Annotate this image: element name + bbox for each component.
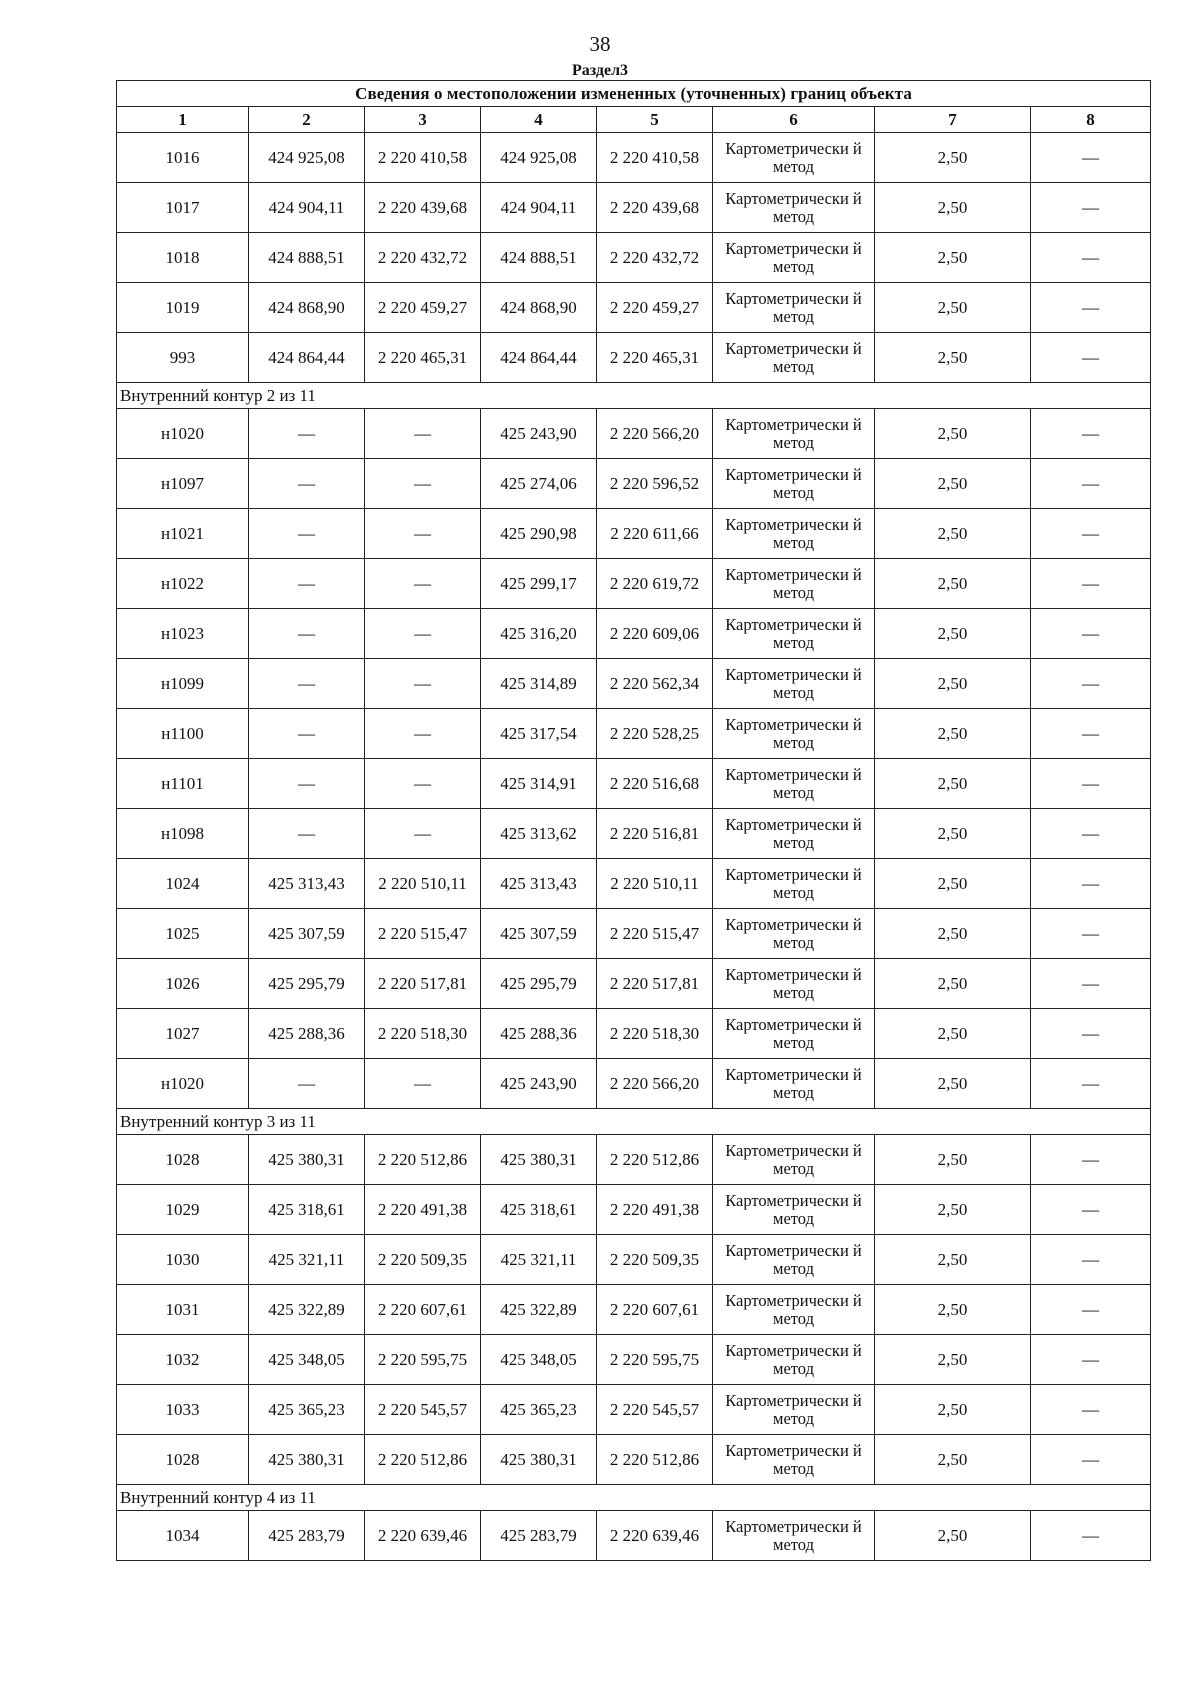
cell-y-existing: —	[365, 759, 481, 809]
cell-x-new: 424 925,08	[481, 133, 597, 183]
table-row	[117, 333, 1151, 383]
column-number-2: 2	[249, 107, 365, 133]
cell-point-id: 1019	[117, 283, 249, 333]
cell-x-existing: 425 318,61	[249, 1185, 365, 1235]
column-number-3: 3	[365, 107, 481, 133]
cell-y-new: 2 220 459,27	[597, 283, 713, 333]
cell-y-existing: 2 220 512,86	[365, 1435, 481, 1485]
cell-x-new: 425 322,89	[481, 1285, 597, 1335]
cell-x-existing: 424 888,51	[249, 233, 365, 283]
cell-x-new: 425 314,89	[481, 659, 597, 709]
cell-description: —	[1031, 509, 1151, 559]
cell-x-new: 424 864,44	[481, 333, 597, 383]
cell-method: Картометрически й метод	[713, 1235, 875, 1285]
cell-y-new: 2 220 516,81	[597, 809, 713, 859]
cell-point-id: 1029	[117, 1185, 249, 1235]
cell-method: Картометрически й метод	[713, 1335, 875, 1385]
cell-method: Картометрически й метод	[713, 1009, 875, 1059]
cell-x-existing: —	[249, 609, 365, 659]
cell-y-new: 2 220 516,68	[597, 759, 713, 809]
cell-method: Картометрически й метод	[713, 559, 875, 609]
cell-accuracy: 2,50	[875, 333, 1031, 383]
cell-point-id: 1031	[117, 1285, 249, 1335]
cell-y-new: 2 220 611,66	[597, 509, 713, 559]
cell-y-existing: 2 220 465,31	[365, 333, 481, 383]
cell-description: —	[1031, 1059, 1151, 1109]
cell-y-existing: —	[365, 559, 481, 609]
cell-method: Картометрически й метод	[713, 1511, 875, 1561]
cell-y-new: 2 220 512,86	[597, 1135, 713, 1185]
cell-x-existing: 425 307,59	[249, 909, 365, 959]
cell-point-id: н1100	[117, 709, 249, 759]
cell-point-id: 1030	[117, 1235, 249, 1285]
cell-x-existing: —	[249, 409, 365, 459]
cell-point-id: н1020	[117, 409, 249, 459]
cell-x-new: 425 243,90	[481, 1059, 597, 1109]
cell-y-existing: —	[365, 809, 481, 859]
cell-x-new: 424 904,11	[481, 183, 597, 233]
cell-method: Картометрически й метод	[713, 859, 875, 909]
cell-accuracy: 2,50	[875, 133, 1031, 183]
cell-point-id: н1099	[117, 659, 249, 709]
cell-x-existing: 425 313,43	[249, 859, 365, 909]
table-row	[117, 1009, 1151, 1059]
cell-accuracy: 2,50	[875, 183, 1031, 233]
table-row	[117, 1235, 1151, 1285]
cell-x-existing: —	[249, 509, 365, 559]
cell-accuracy: 2,50	[875, 1385, 1031, 1435]
cell-description: —	[1031, 1185, 1151, 1235]
table-row	[117, 759, 1151, 809]
cell-y-new: 2 220 528,25	[597, 709, 713, 759]
cell-x-new: 425 307,59	[481, 909, 597, 959]
cell-y-new: 2 220 439,68	[597, 183, 713, 233]
table-row	[117, 659, 1151, 709]
table-row	[117, 1335, 1151, 1385]
cell-x-new: 425 313,43	[481, 859, 597, 909]
cell-x-new: 425 321,11	[481, 1235, 597, 1285]
cell-y-existing: —	[365, 709, 481, 759]
cell-y-new: 2 220 512,86	[597, 1435, 713, 1485]
cell-point-id: 1026	[117, 959, 249, 1009]
table-row	[117, 859, 1151, 909]
cell-description: —	[1031, 709, 1151, 759]
cell-accuracy: 2,50	[875, 1435, 1031, 1485]
cell-accuracy: 2,50	[875, 1285, 1031, 1335]
cell-method: Картометрически й метод	[713, 1435, 875, 1485]
cell-y-existing: 2 220 512,86	[365, 1135, 481, 1185]
cell-x-existing: 425 322,89	[249, 1285, 365, 1335]
column-number-8: 8	[1031, 107, 1151, 133]
cell-x-existing: 425 348,05	[249, 1335, 365, 1385]
column-number-row	[117, 107, 1151, 133]
cell-x-new: 424 868,90	[481, 283, 597, 333]
cell-y-new: 2 220 639,46	[597, 1511, 713, 1561]
cell-point-id: 1032	[117, 1335, 249, 1385]
table-row	[117, 1285, 1151, 1335]
table-caption: Сведения о местоположении измененных (уточненных) границ объекта	[117, 81, 1151, 107]
cell-method: Картометрически й метод	[713, 659, 875, 709]
table-row	[117, 1435, 1151, 1485]
table-row	[117, 1059, 1151, 1109]
cell-y-new: 2 220 596,52	[597, 459, 713, 509]
table-row	[117, 459, 1151, 509]
cell-x-existing: —	[249, 459, 365, 509]
column-number-7: 7	[875, 107, 1031, 133]
table-row	[117, 1135, 1151, 1185]
cell-y-existing: 2 220 491,38	[365, 1185, 481, 1235]
cell-y-new: 2 220 432,72	[597, 233, 713, 283]
cell-point-id: 1034	[117, 1511, 249, 1561]
cell-point-id: 1018	[117, 233, 249, 283]
cell-accuracy: 2,50	[875, 509, 1031, 559]
cell-x-existing: 425 380,31	[249, 1135, 365, 1185]
cell-y-new: 2 220 545,57	[597, 1385, 713, 1435]
cell-x-new: 425 283,79	[481, 1511, 597, 1561]
cell-accuracy: 2,50	[875, 959, 1031, 1009]
cell-point-id: 1027	[117, 1009, 249, 1059]
cell-method: Картометрически й метод	[713, 459, 875, 509]
cell-x-new: 424 888,51	[481, 233, 597, 283]
cell-description: —	[1031, 1435, 1151, 1485]
cell-x-new: 425 365,23	[481, 1385, 597, 1435]
cell-accuracy: 2,50	[875, 283, 1031, 333]
cell-y-existing: 2 220 410,58	[365, 133, 481, 183]
cell-x-existing: 424 868,90	[249, 283, 365, 333]
table-row	[117, 133, 1151, 183]
cell-description: —	[1031, 659, 1151, 709]
cell-accuracy: 2,50	[875, 233, 1031, 283]
cell-accuracy: 2,50	[875, 709, 1031, 759]
cell-x-new: 425 318,61	[481, 1185, 597, 1235]
cell-x-new: 425 316,20	[481, 609, 597, 659]
column-number-1: 1	[117, 107, 249, 133]
cell-y-new: 2 220 607,61	[597, 1285, 713, 1335]
cell-accuracy: 2,50	[875, 1135, 1031, 1185]
cell-y-existing: 2 220 515,47	[365, 909, 481, 959]
table-row	[117, 709, 1151, 759]
cell-accuracy: 2,50	[875, 809, 1031, 859]
cell-method: Картометрически й метод	[713, 509, 875, 559]
cell-x-new: 425 295,79	[481, 959, 597, 1009]
cell-y-existing: —	[365, 609, 481, 659]
cell-description: —	[1031, 1511, 1151, 1561]
cell-description: —	[1031, 1385, 1151, 1435]
cell-method: Картометрически й метод	[713, 1385, 875, 1435]
cell-point-id: н1023	[117, 609, 249, 659]
cell-x-new: 425 288,36	[481, 1009, 597, 1059]
cell-accuracy: 2,50	[875, 1185, 1031, 1235]
cell-x-new: 425 380,31	[481, 1135, 597, 1185]
cell-y-new: 2 220 566,20	[597, 1059, 713, 1109]
cell-accuracy: 2,50	[875, 1511, 1031, 1561]
cell-method: Картометрически й метод	[713, 1185, 875, 1235]
cell-description: —	[1031, 1335, 1151, 1385]
cell-description: —	[1031, 409, 1151, 459]
cell-accuracy: 2,50	[875, 609, 1031, 659]
cell-y-new: 2 220 566,20	[597, 409, 713, 459]
cell-x-existing: —	[249, 709, 365, 759]
cell-y-existing: 2 220 459,27	[365, 283, 481, 333]
cell-method: Картометрически й метод	[713, 409, 875, 459]
cell-description: —	[1031, 809, 1151, 859]
cell-method: Картометрически й метод	[713, 233, 875, 283]
cell-point-id: 993	[117, 333, 249, 383]
cell-x-new: 425 290,98	[481, 509, 597, 559]
cell-point-id: 1016	[117, 133, 249, 183]
cell-y-existing: 2 220 510,11	[365, 859, 481, 909]
cell-x-existing: 425 380,31	[249, 1435, 365, 1485]
cell-y-existing: 2 220 607,61	[365, 1285, 481, 1335]
cell-x-existing: 424 904,11	[249, 183, 365, 233]
section-title: Раздел3	[571, 62, 629, 79]
contour-label: Внутренний контур 3 из 11	[117, 1109, 1151, 1135]
table-row	[117, 1185, 1151, 1235]
table-row	[117, 809, 1151, 859]
contour-label: Внутренний контур 2 из 11	[117, 383, 1151, 409]
table-row	[117, 959, 1151, 1009]
table-row	[117, 909, 1151, 959]
cell-x-new: 425 380,31	[481, 1435, 597, 1485]
cell-y-new: 2 220 518,30	[597, 1009, 713, 1059]
cell-description: —	[1031, 759, 1151, 809]
cell-method: Картометрически й метод	[713, 133, 875, 183]
contour-label: Внутренний контур 4 из 11	[117, 1485, 1151, 1511]
cell-point-id: н1020	[117, 1059, 249, 1109]
cell-x-new: 425 317,54	[481, 709, 597, 759]
cell-accuracy: 2,50	[875, 859, 1031, 909]
cell-x-existing: 424 864,44	[249, 333, 365, 383]
cell-x-existing: —	[249, 659, 365, 709]
cell-accuracy: 2,50	[875, 1009, 1031, 1059]
cell-method: Картометрически й метод	[713, 333, 875, 383]
cell-y-existing: 2 220 517,81	[365, 959, 481, 1009]
cell-accuracy: 2,50	[875, 1335, 1031, 1385]
table-row	[117, 559, 1151, 609]
cell-x-existing: —	[249, 1059, 365, 1109]
page-number: 38	[589, 32, 611, 56]
cell-description: —	[1031, 559, 1151, 609]
contour-header-row	[117, 383, 1151, 409]
cell-description: —	[1031, 1235, 1151, 1285]
table-row	[117, 509, 1151, 559]
cell-x-existing: —	[249, 759, 365, 809]
table-row	[117, 409, 1151, 459]
cell-y-existing: —	[365, 509, 481, 559]
cell-y-existing: 2 220 595,75	[365, 1335, 481, 1385]
cell-x-existing: 425 288,36	[249, 1009, 365, 1059]
cell-description: —	[1031, 183, 1151, 233]
cell-description: —	[1031, 233, 1151, 283]
cell-y-existing: 2 220 545,57	[365, 1385, 481, 1435]
table-body	[117, 81, 1151, 1561]
cell-y-new: 2 220 510,11	[597, 859, 713, 909]
cell-y-existing: —	[365, 409, 481, 459]
cell-method: Картометрически й метод	[713, 283, 875, 333]
cell-x-existing: 425 365,23	[249, 1385, 365, 1435]
table-row	[117, 1511, 1151, 1561]
boundary-table	[116, 80, 1151, 1561]
cell-point-id: н1098	[117, 809, 249, 859]
cell-description: —	[1031, 959, 1151, 1009]
cell-x-new: 425 274,06	[481, 459, 597, 509]
cell-description: —	[1031, 909, 1151, 959]
cell-y-new: 2 220 517,81	[597, 959, 713, 1009]
cell-point-id: 1028	[117, 1435, 249, 1485]
cell-method: Картометрически й метод	[713, 609, 875, 659]
cell-y-existing: —	[365, 1059, 481, 1109]
cell-y-existing: —	[365, 459, 481, 509]
cell-x-existing: 425 283,79	[249, 1511, 365, 1561]
cell-method: Картометрически й метод	[713, 809, 875, 859]
cell-description: —	[1031, 859, 1151, 909]
cell-x-new: 425 314,91	[481, 759, 597, 809]
cell-point-id: 1025	[117, 909, 249, 959]
cell-method: Картометрически й метод	[713, 183, 875, 233]
contour-header-row	[117, 1109, 1151, 1135]
cell-y-new: 2 220 491,38	[597, 1185, 713, 1235]
cell-point-id: 1028	[117, 1135, 249, 1185]
cell-accuracy: 2,50	[875, 1059, 1031, 1109]
cell-description: —	[1031, 283, 1151, 333]
cell-x-new: 425 313,62	[481, 809, 597, 859]
cell-description: —	[1031, 459, 1151, 509]
column-number-5: 5	[597, 107, 713, 133]
cell-y-new: 2 220 595,75	[597, 1335, 713, 1385]
cell-y-new: 2 220 609,06	[597, 609, 713, 659]
table-row	[117, 283, 1151, 333]
contour-header-row	[117, 1485, 1151, 1511]
table-row	[117, 233, 1151, 283]
cell-accuracy: 2,50	[875, 759, 1031, 809]
cell-x-existing: —	[249, 559, 365, 609]
cell-y-new: 2 220 562,34	[597, 659, 713, 709]
cell-y-existing: 2 220 639,46	[365, 1511, 481, 1561]
cell-description: —	[1031, 1285, 1151, 1335]
cell-point-id: 1033	[117, 1385, 249, 1435]
cell-accuracy: 2,50	[875, 559, 1031, 609]
cell-accuracy: 2,50	[875, 459, 1031, 509]
cell-method: Картометрически й метод	[713, 1059, 875, 1109]
cell-point-id: н1101	[117, 759, 249, 809]
cell-point-id: 1017	[117, 183, 249, 233]
cell-accuracy: 2,50	[875, 409, 1031, 459]
cell-x-existing: 424 925,08	[249, 133, 365, 183]
cell-description: —	[1031, 1135, 1151, 1185]
cell-point-id: 1024	[117, 859, 249, 909]
column-number-6: 6	[713, 107, 875, 133]
cell-y-existing: —	[365, 659, 481, 709]
cell-x-new: 425 299,17	[481, 559, 597, 609]
table-row	[117, 183, 1151, 233]
cell-description: —	[1031, 609, 1151, 659]
cell-point-id: н1022	[117, 559, 249, 609]
cell-method: Картометрически й метод	[713, 909, 875, 959]
cell-point-id: н1021	[117, 509, 249, 559]
column-number-4: 4	[481, 107, 597, 133]
cell-y-new: 2 220 509,35	[597, 1235, 713, 1285]
cell-method: Картометрически й метод	[713, 1135, 875, 1185]
cell-description: —	[1031, 133, 1151, 183]
cell-point-id: н1097	[117, 459, 249, 509]
cell-x-existing: 425 295,79	[249, 959, 365, 1009]
cell-x-new: 425 243,90	[481, 409, 597, 459]
cell-method: Картометрически й метод	[713, 709, 875, 759]
cell-y-new: 2 220 515,47	[597, 909, 713, 959]
table-caption-row	[117, 81, 1151, 107]
cell-y-existing: 2 220 439,68	[365, 183, 481, 233]
cell-y-new: 2 220 619,72	[597, 559, 713, 609]
cell-description: —	[1031, 1009, 1151, 1059]
cell-y-new: 2 220 465,31	[597, 333, 713, 383]
table-row	[117, 1385, 1151, 1435]
cell-accuracy: 2,50	[875, 1235, 1031, 1285]
cell-accuracy: 2,50	[875, 909, 1031, 959]
cell-y-existing: 2 220 432,72	[365, 233, 481, 283]
cell-y-existing: 2 220 518,30	[365, 1009, 481, 1059]
cell-method: Картометрически й метод	[713, 959, 875, 1009]
cell-x-existing: 425 321,11	[249, 1235, 365, 1285]
cell-y-existing: 2 220 509,35	[365, 1235, 481, 1285]
cell-method: Картометрически й метод	[713, 759, 875, 809]
cell-y-new: 2 220 410,58	[597, 133, 713, 183]
cell-x-existing: —	[249, 809, 365, 859]
cell-method: Картометрически й метод	[713, 1285, 875, 1335]
cell-description: —	[1031, 333, 1151, 383]
table-row	[117, 609, 1151, 659]
cell-x-new: 425 348,05	[481, 1335, 597, 1385]
cell-accuracy: 2,50	[875, 659, 1031, 709]
